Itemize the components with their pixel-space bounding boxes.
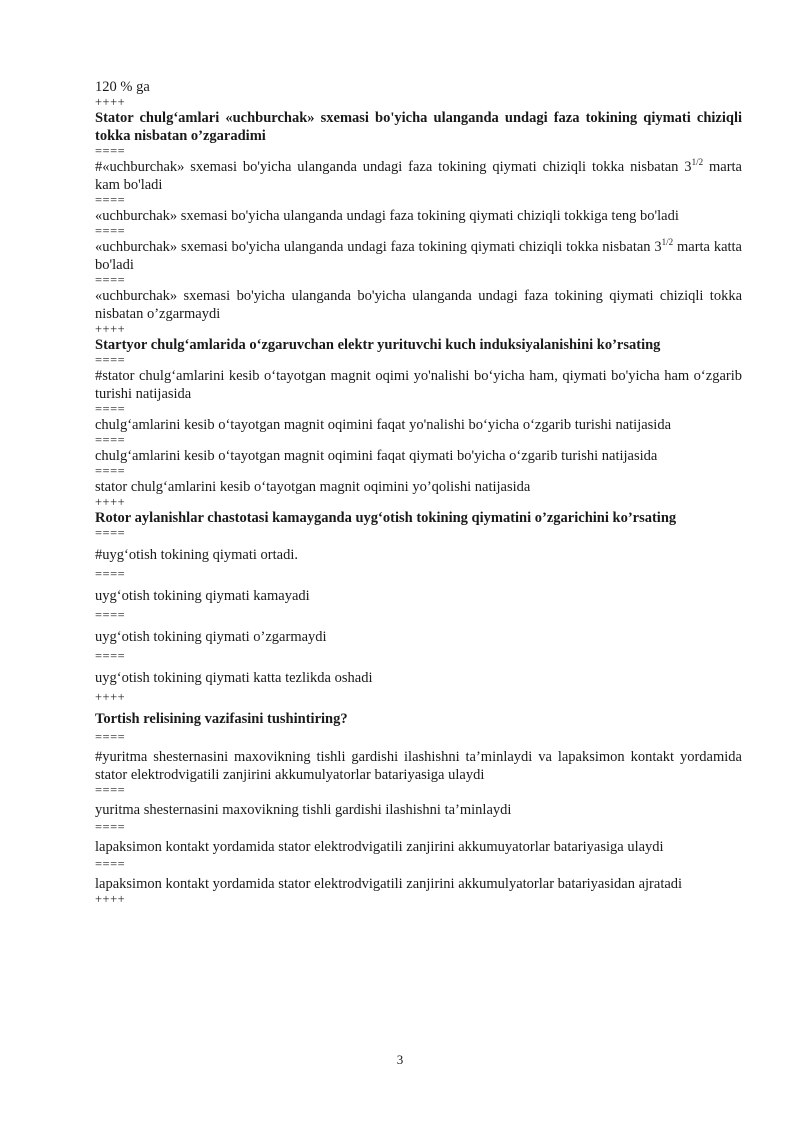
question-separator: ++++	[95, 690, 126, 704]
answer-3-3: uyg‘otish tokining qiymati o’zgarmaydi	[95, 629, 327, 645]
answer-4-2: yuritma shesternasini maxovikning tishli gardishi ilashishni ta’minlaydi	[95, 802, 512, 818]
answer-text: 120 % ga	[95, 79, 150, 95]
answer-2-2: chulg‘amlarini kesib o‘tayotgan magnit oqimini faqat yo'nalishi bo‘yicha o‘zgarib turishi natijasida	[95, 417, 672, 433]
answer-2-3: chulg‘amlarini kesib o‘tayotgan magnit oqimini faqat qiymati bo'yicha o‘zgarib turishi natijasida	[95, 448, 658, 464]
answer-separator: ====	[95, 649, 126, 663]
answer-3-2: uyg‘otish tokining qiymati kamayadi	[95, 588, 310, 604]
question-2: Startyor chulg‘amlarida o‘zgaruvchan elektr yurituvchi kuch induksiyalanishini ko’rsating	[95, 337, 661, 353]
answer-separator: ====	[95, 567, 126, 581]
answer-separator: ====	[95, 353, 126, 367]
answer-3-4: uyg‘otish tokining qiymati katta tezlikda oshadi	[95, 670, 373, 686]
question-separator: ++++	[95, 95, 126, 109]
answer-separator: ====	[95, 144, 126, 158]
question-separator: ++++	[95, 495, 126, 509]
answer-separator: ====	[95, 783, 126, 797]
answer-1-4: «uchburchak» sxemasi bo'yicha ulanganda bo'yicha ulanganda undagi faza tokining qiymati chiziqli tokka nisbatan o’zgarmaydi	[95, 288, 742, 322]
answer-separator: ====	[95, 224, 126, 238]
answer-4-3: lapaksimon kontakt yordamida stator elektrodvigatili zanjirini akkumuyatorlar batariyasiga ulaydi	[95, 839, 664, 855]
answer-separator: ====	[95, 193, 126, 207]
answer-separator: ====	[95, 464, 126, 478]
answer-3-1: #uyg‘otish tokining qiymati ortadi.	[95, 547, 298, 563]
question-1: Stator chulg‘amlari «uchburchak» sxemasi bo'yicha ulanganda undagi faza tokining qiymati chiziqli tokka nisbatan o’zgaradimi	[95, 110, 742, 144]
document-page	[95, 78, 742, 906]
answer-separator: ====	[95, 433, 126, 447]
page-number: 3	[396, 1052, 404, 1067]
answer-4-1: #yuritma shesternasini maxovikning tishli gardishi ilashishni ta’minlaydi va lapaksimon kontakt yordamida stator elektrodvigatili zanjirini akkumulyatorlar batariyasiga ulaydi	[95, 749, 742, 783]
answer-separator: ====	[95, 730, 126, 744]
answer-1-1: #«uchburchak» sxemasi bo'yicha ulanganda undagi faza tokining qiymati chiziqli tokka nisbatan $3^{1/2}$ marta kam bo'ladi	[95, 157, 742, 193]
question-4: Tortish relisining vazifasini tushintiring?	[95, 711, 348, 727]
answer-separator: ====	[95, 857, 126, 871]
answer-separator: ====	[95, 608, 126, 622]
answer-2-1: #stator chulg‘amlarini kesib o‘tayotgan magnit oqimi yo'nalishi bo‘yicha ham, qiymati bo'yicha ham o‘zgarib turishi natijasida	[95, 368, 742, 402]
answer-2-4: stator chulg‘amlarini kesib o‘tayotgan magnit oqimini yo’qolishi natijasida	[95, 479, 531, 495]
answer-separator: ====	[95, 526, 126, 540]
answer-1-3: «uchburchak» sxemasi bo'yicha ulanganda undagi faza tokining qiymati chiziqli tokka nisbatan $3^{1/2}$ marta katta bo'ladi	[95, 237, 742, 273]
question-3: Rotor aylanishlar chastotasi kamayganda uyg‘otish tokining qiymatini o’zgarichini ko’rsating	[95, 510, 677, 526]
answer-4-4: lapaksimon kontakt yordamida stator elektrodvigatili zanjirini akkumulyatorlar batariyasidan ajratadi	[95, 876, 683, 892]
answer-separator: ====	[95, 402, 126, 416]
question-separator: ++++	[95, 892, 126, 906]
question-separator: ++++	[95, 322, 126, 336]
answer-1-2: «uchburchak» sxemasi bo'yicha ulanganda undagi faza tokining qiymati chiziqli tokkiga teng bo'ladi	[95, 208, 679, 224]
answer-separator: ====	[95, 820, 126, 834]
answer-separator: ====	[95, 273, 126, 287]
